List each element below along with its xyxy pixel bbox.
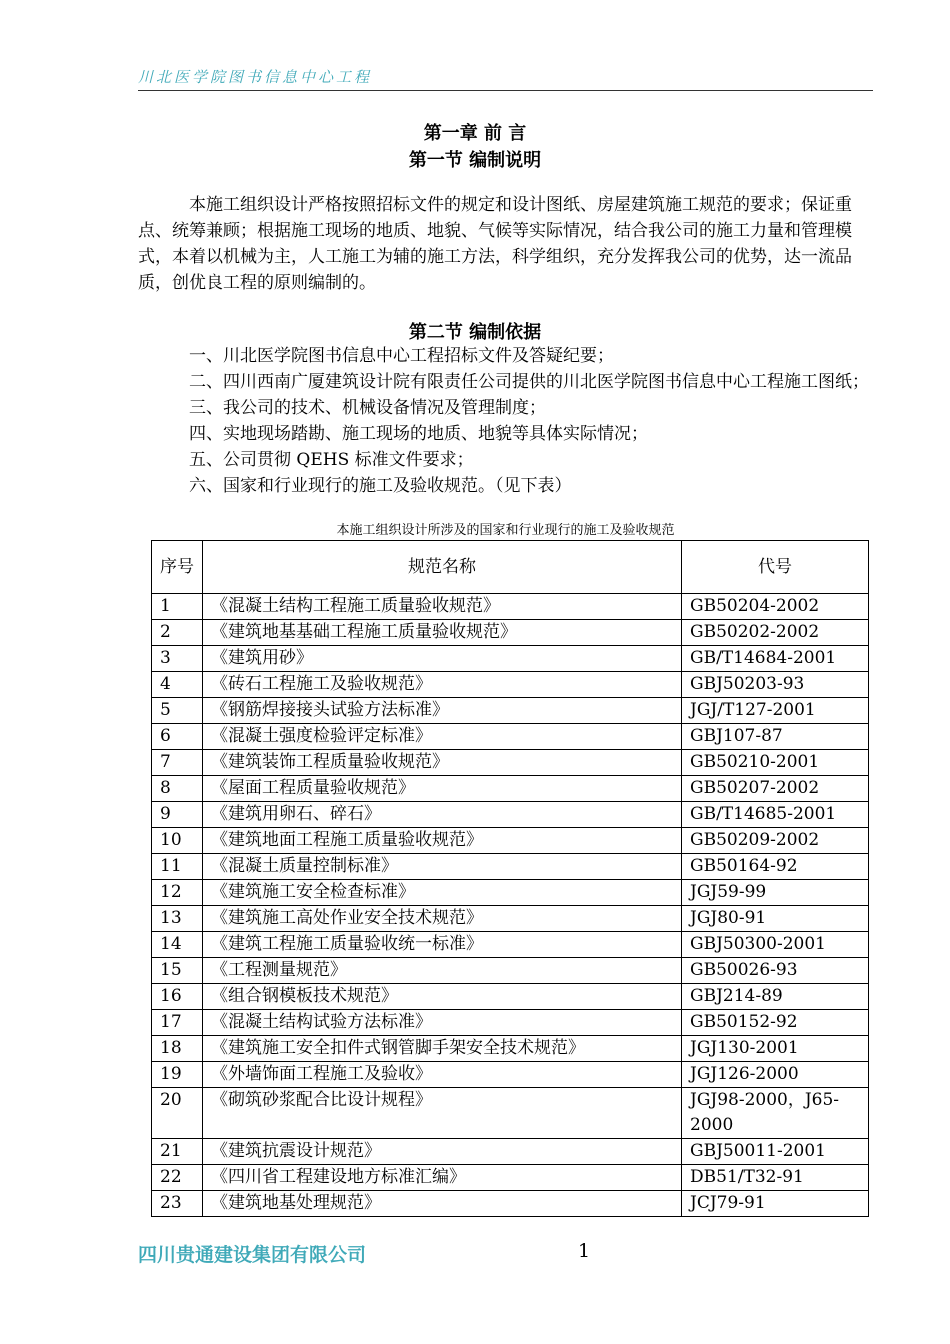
- cell-code: JGJ80-91: [682, 906, 869, 932]
- table-row: [152, 880, 869, 906]
- cell-code: DB51/T32-91: [682, 1165, 869, 1191]
- cell-name: 《工程测量规范》: [203, 958, 682, 984]
- cell-no: 7: [152, 750, 203, 776]
- table-row: [152, 932, 869, 958]
- basis-item: 六、国家和行业现行的施工及验收规范。（见下表）: [189, 476, 572, 496]
- cell-no: 15: [152, 958, 203, 984]
- cell-no: 21: [152, 1139, 203, 1165]
- table-row: [152, 1062, 869, 1088]
- cell-code: GB/T14684-2001: [682, 646, 869, 672]
- cell-code: GBJ50203-93: [682, 672, 869, 698]
- page-number: 1: [578, 1240, 591, 1262]
- cell-no: 10: [152, 828, 203, 854]
- cell-name: 《混凝土结构试验方法标准》: [203, 1010, 682, 1036]
- cell-no: 3: [152, 646, 203, 672]
- table-row: [152, 672, 869, 698]
- table-row: [152, 854, 869, 880]
- cell-name: 《建筑施工安全扣件式钢管脚手架安全技术规范》: [203, 1036, 682, 1062]
- cell-no: 23: [152, 1191, 203, 1217]
- cell-no: 22: [152, 1165, 203, 1191]
- basis-list: [138, 343, 873, 499]
- cell-code: GB50209-2002: [682, 828, 869, 854]
- cell-code: GBJ107-87: [682, 724, 869, 750]
- table-header-row: [152, 541, 869, 594]
- cell-no: 8: [152, 776, 203, 802]
- cell-no: 14: [152, 932, 203, 958]
- section2-title: 第二节 编制依据: [408, 322, 542, 343]
- table-row: [152, 1088, 869, 1139]
- basis-item: 五、公司贯彻 QEHS 标准文件要求；: [189, 450, 474, 470]
- cell-name: 《屋面工程质量验收规范》: [203, 776, 682, 802]
- cell-no: 2: [152, 620, 203, 646]
- table-row: [152, 828, 869, 854]
- cell-name: 《钢筋焊接接头试验方法标准》: [203, 698, 682, 724]
- cell-name: 《建筑抗震设计规范》: [203, 1139, 682, 1165]
- cell-no: 4: [152, 672, 203, 698]
- cell-no: 13: [152, 906, 203, 932]
- table-row: [152, 594, 869, 620]
- header-cell-code: 代号: [682, 541, 869, 594]
- header-cell-no: 序号: [152, 541, 203, 594]
- cell-code: JGJ59-99: [682, 880, 869, 906]
- cell-no: 18: [152, 1036, 203, 1062]
- cell-code: JCJ79-91: [682, 1191, 869, 1217]
- cell-no: 1: [152, 594, 203, 620]
- cell-code: GBJ50300-2001: [682, 932, 869, 958]
- cell-no: 9: [152, 802, 203, 828]
- cell-name: 《建筑装饰工程质量验收规范》: [203, 750, 682, 776]
- cell-name: 《建筑地基处理规范》: [203, 1191, 682, 1217]
- running-header: 川北医学院图书信息中心工程: [138, 68, 373, 86]
- cell-name: 《四川省工程建设地方标准汇编》: [203, 1165, 682, 1191]
- table-row: [152, 906, 869, 932]
- cell-name: 《建筑工程施工质量验收统一标准》: [203, 932, 682, 958]
- basis-item: 一、川北医学院图书信息中心工程招标文件及答疑纪要；: [189, 346, 614, 366]
- cell-name: 《混凝土质量控制标准》: [203, 854, 682, 880]
- cell-code: GB50207-2002: [682, 776, 869, 802]
- cell-name: 《建筑用卵石、碎石》: [203, 802, 682, 828]
- cell-no: 12: [152, 880, 203, 906]
- cell-name: 《建筑地基基础工程施工质量验收规范》: [203, 620, 682, 646]
- cell-no: 17: [152, 1010, 203, 1036]
- table-row: [152, 646, 869, 672]
- table-row: [152, 1036, 869, 1062]
- table-row: [152, 1139, 869, 1165]
- cell-code: GBJ50011-2001: [682, 1139, 869, 1165]
- standards-table: [151, 540, 869, 1217]
- table-row: [152, 1191, 869, 1217]
- cell-no: 20: [152, 1088, 203, 1139]
- table-row: [152, 750, 869, 776]
- section1-body: 本施工组织设计严格按照招标文件的规定和设计图纸、房屋建筑施工规范的要求；保证重点、统筹兼顾；根据施工现场的地质、地貌、气候等实际情况，结合我公司的施工力量和管理模式，本着以机械为主，人工施工为辅的施工方法，科学组织，充分发挥我公司的优势，达一流品质，创优良工程的原则编制的。: [138, 195, 852, 293]
- cell-code: GB50204-2002: [682, 594, 869, 620]
- cell-name: 《建筑用砂》: [203, 646, 682, 672]
- cell-no: 19: [152, 1062, 203, 1088]
- table-row: [152, 776, 869, 802]
- cell-code: GB50026-93: [682, 958, 869, 984]
- cell-no: 11: [152, 854, 203, 880]
- table-row: [152, 1165, 869, 1191]
- table-row: [152, 958, 869, 984]
- cell-code: GB/T14685-2001: [682, 802, 869, 828]
- cell-code: GB50164-92: [682, 854, 869, 880]
- table-caption: 本施工组织设计所涉及的国家和行业现行的施工及验收规范: [336, 523, 675, 538]
- cell-name: 《建筑施工安全检查标准》: [203, 880, 682, 906]
- table-row: [152, 698, 869, 724]
- section1-title: 第一节 编制说明: [408, 150, 542, 171]
- table-row: [152, 984, 869, 1010]
- header-rule: [138, 90, 873, 91]
- cell-name: 《建筑地面工程施工质量验收规范》: [203, 828, 682, 854]
- header-cell-name: 规范名称: [203, 541, 682, 594]
- cell-name: 《混凝土强度检验评定标准》: [203, 724, 682, 750]
- table-row: [152, 802, 869, 828]
- basis-item: 二、四川西南广厦建筑设计院有限责任公司提供的川北医学院图书信息中心工程施工图纸；: [189, 372, 869, 392]
- footer-company: 四川贵通建设集团有限公司: [138, 1244, 367, 1266]
- cell-no: 5: [152, 698, 203, 724]
- basis-item: 三、我公司的技术、机械设备情况及管理制度；: [189, 398, 546, 418]
- chapter-title: 第一章 前 言: [423, 123, 527, 144]
- basis-item: 四、实地现场踏勘、施工现场的地质、地貌等具体实际情况；: [189, 424, 648, 444]
- cell-code: GB50152-92: [682, 1010, 869, 1036]
- table-row: [152, 620, 869, 646]
- cell-no: 16: [152, 984, 203, 1010]
- cell-name: 《外墙饰面工程施工及验收》: [203, 1062, 682, 1088]
- cell-code: GB50210-2001: [682, 750, 869, 776]
- cell-code: JGJ98-2000，J65-2000: [682, 1088, 869, 1139]
- cell-code: JGJ/T127-2001: [682, 698, 869, 724]
- cell-code: GBJ214-89: [682, 984, 869, 1010]
- cell-code: JGJ126-2000: [682, 1062, 869, 1088]
- cell-name: 《组合钢模板技术规范》: [203, 984, 682, 1010]
- table-row: [152, 724, 869, 750]
- cell-name: 《建筑施工高处作业安全技术规范》: [203, 906, 682, 932]
- cell-code: GB50202-2002: [682, 620, 869, 646]
- cell-name: 《混凝土结构工程施工质量验收规范》: [203, 594, 682, 620]
- cell-name: 《砌筑砂浆配合比设计规程》: [203, 1088, 682, 1139]
- cell-name: 《砖石工程施工及验收规范》: [203, 672, 682, 698]
- cell-no: 6: [152, 724, 203, 750]
- cell-code: JGJ130-2001: [682, 1036, 869, 1062]
- table-row: [152, 1010, 869, 1036]
